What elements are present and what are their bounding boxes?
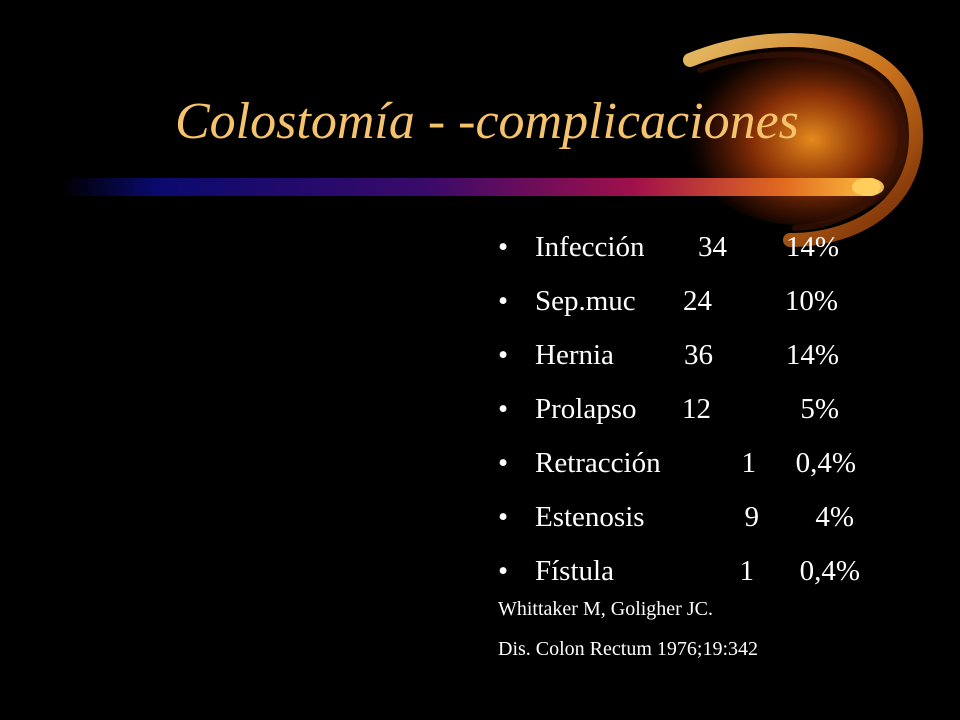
item-label: Prolapso [535,393,637,425]
item-count: 9 [744,501,759,533]
bullet-icon: • [498,447,509,479]
reference-authors: Whittaker M, Goligher JC. [498,598,713,620]
item-percent: 14% [785,231,839,263]
bullet-icon: • [498,501,509,533]
item-percent: 14% [785,339,839,371]
item-count: 34 [698,231,727,263]
bullet-icon: • [498,285,509,317]
item-label: Retracción [535,447,661,479]
item-label: Estenosis [535,501,645,533]
slide-title: Colostomía - -complicaciones [175,93,799,150]
item-count: 12 [682,393,711,425]
item-label: Infección [535,231,645,263]
bullet-icon: • [498,231,509,263]
item-label: Hernia [535,339,614,371]
item-count: 1 [741,447,756,479]
item-count: 1 [739,555,754,587]
item-percent: 0,4% [799,555,860,587]
reference-citation: Dis. Colon Rectum 1976;19:342 [498,638,758,660]
gradient-bar [60,178,880,196]
item-label: Fístula [535,555,614,587]
item-percent: 4% [815,501,854,533]
item-count: 36 [684,339,713,371]
bullet-icon: • [498,555,509,587]
item-percent: 0,4% [795,447,856,479]
item-percent: 10% [784,285,838,317]
bullet-icon: • [498,339,509,371]
item-percent: 5% [800,393,839,425]
item-label: Sep.muc [535,285,636,317]
bullet-icon: • [498,393,509,425]
item-count: 24 [683,285,712,317]
